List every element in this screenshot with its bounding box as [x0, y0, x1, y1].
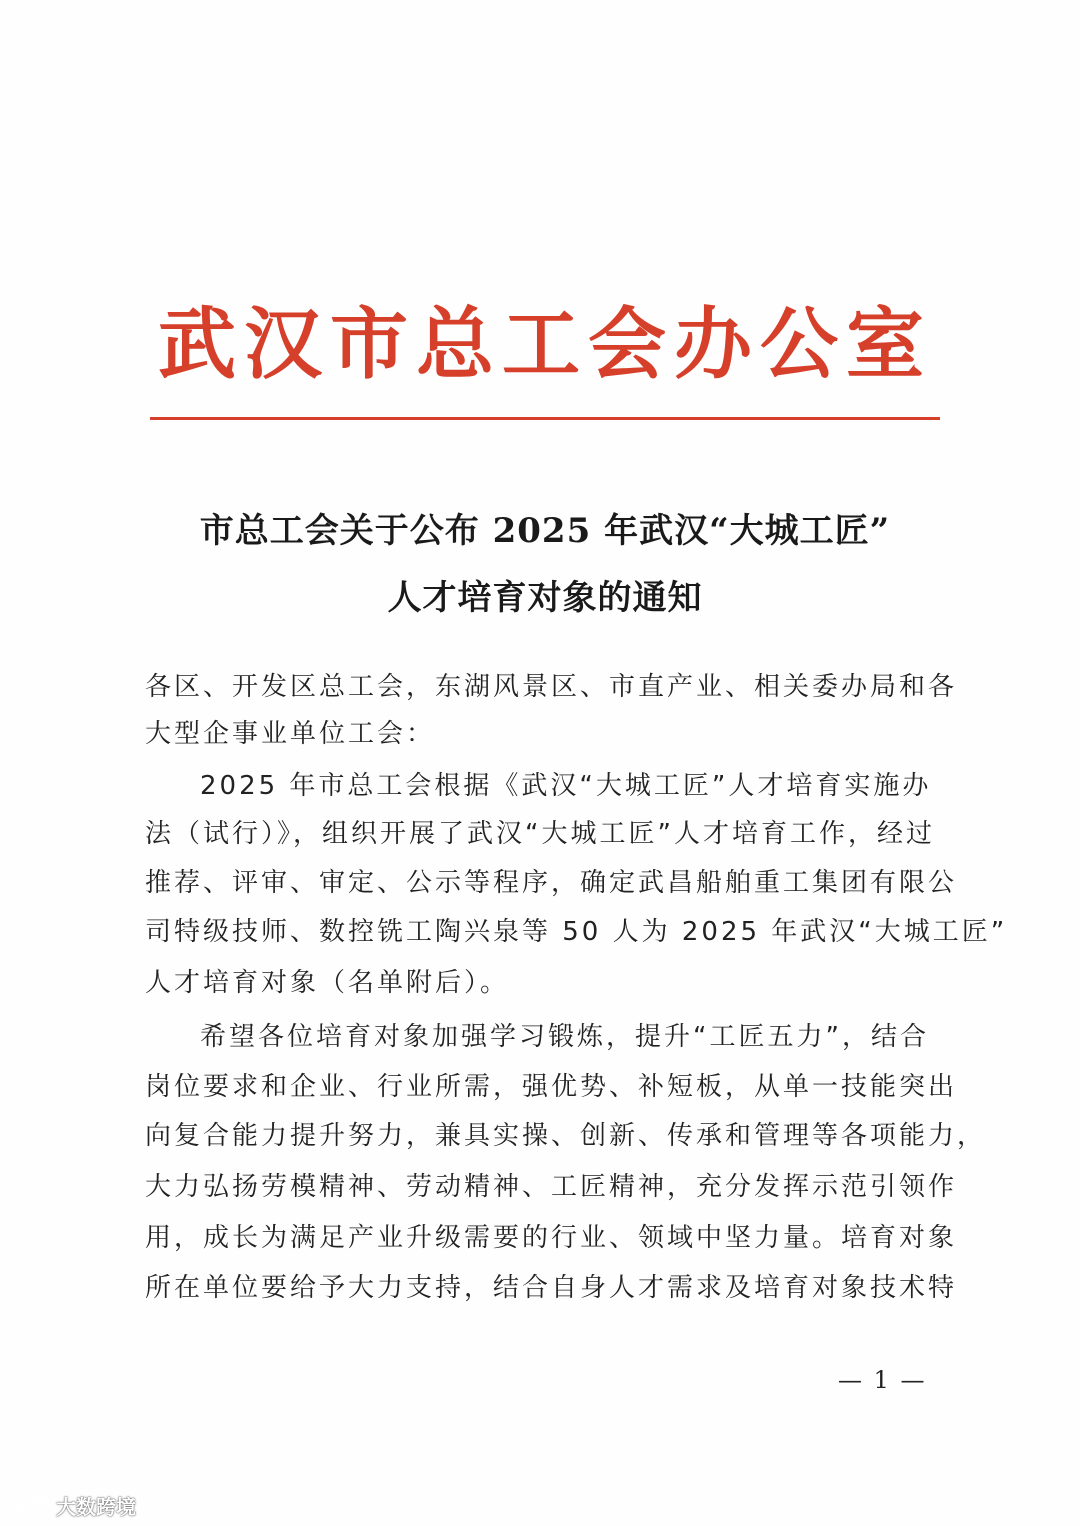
source-watermark — [10, 1488, 136, 1522]
notice-title-line-2: 人才培育对象的通知 — [387, 578, 703, 618]
letterhead-red-rule — [150, 417, 940, 420]
paragraph-1-line-2: 法（试行）》，组织开展了武汉“大城工匠”人才培育工作，经过 — [145, 819, 935, 849]
paragraph-2-line-1: 希望各位培育对象加强学习锻炼，提升“工匠五力”，结合 — [200, 1022, 929, 1052]
paragraph-2-line-3: 向复合能力提升努力，兼具实操、创新、传承和管理等各项能力， — [145, 1121, 987, 1151]
paragraph-1-line-3: 推荐、评审、审定、公示等程序，确定武昌船舶重工集团有限公 — [145, 868, 958, 898]
addressee-line-1: 各区、开发区总工会，东湖风景区、市直产业、相关委办局和各 — [145, 672, 958, 702]
paragraph-1-line-1: 2025 年市总工会根据《武汉“大城工匠”人才培育实施办 — [200, 771, 932, 801]
paragraph-2-line-5: 用，成长为满足产业升级需要的行业、领域中坚力量。培育对象 — [145, 1223, 958, 1253]
addressee-line-2: 大型企事业单位工会： — [145, 719, 436, 749]
notice-title-line-1: 市总工会关于公布 2025 年武汉“大城工匠” — [199, 511, 891, 551]
paragraph-1-line-4: 司特级技师、数控铣工陶兴泉等 50 人为 2025 年武汉“大城工匠” — [145, 917, 1008, 947]
page-number: — 1 — — [838, 1366, 927, 1394]
paragraph-2-line-6: 所在单位要给予大力支持，结合自身人才需求及培育对象技术特 — [145, 1273, 958, 1303]
letterhead-org-name: 武汉市总工会办公室 — [157, 299, 932, 390]
weibo-logo-icon — [10, 1491, 50, 1519]
paragraph-1-line-5: 人才培育对象（名单附后）。 — [145, 968, 510, 998]
watermark-text: 大数跨境 — [56, 1494, 136, 1519]
paragraph-2-line-2: 岗位要求和企业、行业所需，强优势、补短板，从单一技能突出 — [145, 1072, 958, 1102]
paragraph-2-line-4: 大力弘扬劳模精神、劳动精神、工匠精神，充分发挥示范引领作 — [145, 1172, 958, 1202]
